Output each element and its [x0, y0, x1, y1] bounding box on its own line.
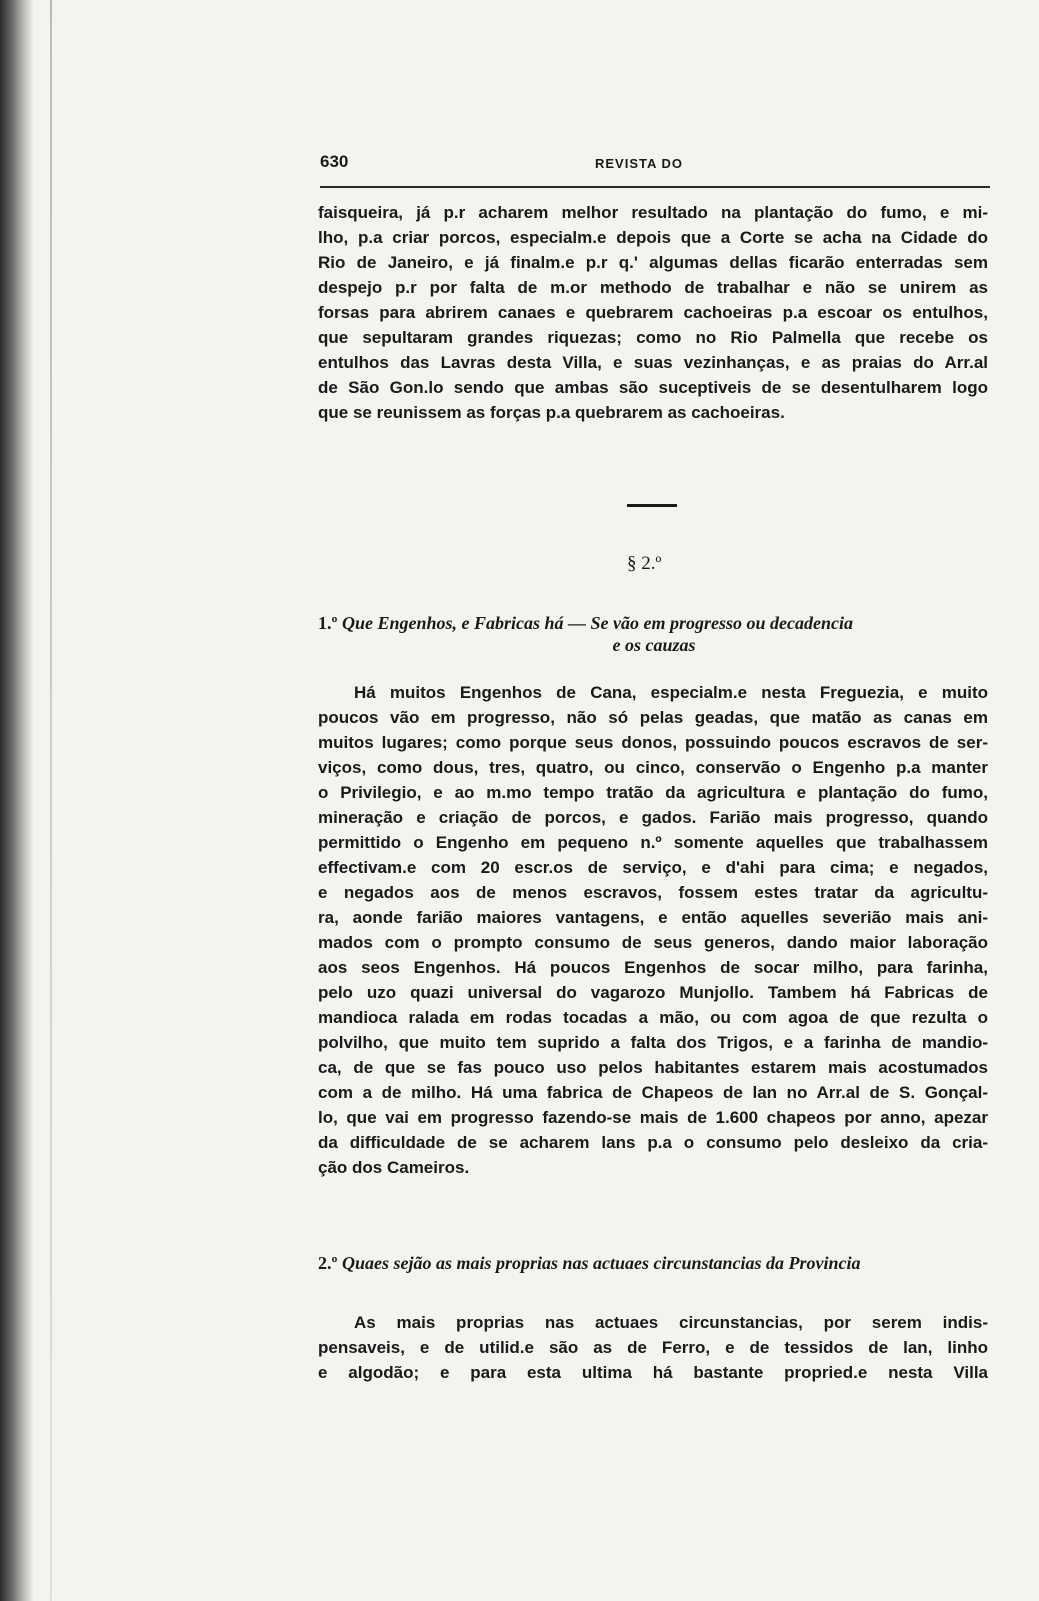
text-line: faisqueira, já p.r acharem melhor resultado na plantação do fumo, e mi-	[318, 203, 988, 222]
question-1-line-1: Que Engenhos, e Fabricas há — Se vão em progresso ou decadencia	[341, 613, 853, 633]
text-line: de São Gon.lo sendo que ambas são suceptiveis de se desentulharem logo	[318, 378, 988, 397]
text-line: pensaveis, e de utilid.e são as de Ferro, e de tessidos de lan, linho	[318, 1338, 988, 1357]
text-line: o Privilegio, e ao m.mo tempo tratão da agricultura e plantação do fumo,	[318, 783, 988, 802]
question-2	[318, 1252, 990, 1274]
text-line: poucos vão em progresso, não só pelas geadas, que matão as canas em	[318, 708, 988, 727]
question-2-text: Quaes sejão as mais proprias nas actuaes circunstancias da Provincia	[341, 1253, 861, 1273]
question-1-line-2: e os cauzas	[612, 635, 696, 655]
text-line: lo, que vai em progresso fazendo-se mais de 1.600 chapeos por anno, apezar	[318, 1108, 988, 1127]
text-line: entulhos das Lavras desta Villa, e suas vezinhanças, e as praias do Arr.al	[318, 353, 988, 372]
text-line: da difficuldade de se acharem lans p.a o consumo pelo desleixo da cria-	[318, 1133, 988, 1152]
text-line: Há muitos Engenhos de Cana, especialm.e nesta Freguezia, e muito	[354, 683, 988, 702]
text-line: lho, p.a criar porcos, especialm.e depois que a Corte se acha na Cidade do	[318, 228, 988, 247]
question-1-number: 1.º	[318, 613, 338, 633]
text-line: despejo p.r por falta de m.or methodo de trabalhar e não se unirem as	[318, 278, 988, 297]
text-line: ca, de que se fas pouco uso pelos habitantes estarem mais acostumados	[318, 1058, 988, 1077]
text-line: ção dos Cameiros.	[318, 1158, 470, 1177]
text-line: viços, como dous, tres, quatro, ou cinco, conservão o Engenho p.a manter	[318, 758, 988, 777]
paragraph-3	[318, 1310, 988, 1385]
section-divider	[627, 504, 677, 507]
question-2-number: 2.º	[318, 1253, 338, 1273]
text-line: com a de milho. Há uma fabrica de Chapeos de lan no Arr.al de S. Gonçal-	[318, 1083, 988, 1102]
text-line: pelo uzo quazi universal do vagarozo Munjollo. Tambem há Fabricas de	[318, 983, 988, 1002]
text-line: mados com o prompto consumo de seus generos, dando maior laboração	[318, 933, 988, 952]
header-rule	[320, 186, 990, 188]
text-line: polvilho, que muito tem suprido a falta dos Trigos, e a farinha de mandio-	[318, 1033, 988, 1052]
page-header	[320, 152, 990, 182]
running-head: REVISTA DO	[595, 156, 684, 171]
paragraph-1	[318, 200, 988, 425]
text-line: forsas para abrirem canaes e quebrarem cachoeiras p.a escoar os entulhos,	[318, 303, 988, 322]
page-fold-line	[50, 0, 52, 1601]
text-line: e negados aos de menos escravos, fossem estes tratar da agricultu-	[318, 883, 988, 902]
text-line: mineração e criação de porcos, e gados. Farião mais progresso, quando	[318, 808, 988, 827]
text-line: que se reunissem as forças p.a quebrarem as cachoeiras.	[318, 403, 785, 422]
text-line: e algodão; e para esta ultima há bastante propried.e nesta Villa	[318, 1363, 988, 1382]
text-line: Rio de Janeiro, e já finalm.e p.r q.' algumas dellas ficarão enterradas sem	[318, 253, 988, 272]
text-line: permittido o Engenho em pequeno n.º somente aquelles que trabalhassem	[318, 833, 988, 852]
text-line: muitos lugares; como porque seus donos, possuindo poucos escravos de ser-	[318, 733, 988, 752]
text-line: que sepultaram grandes riquezas; como no Rio Palmella que recebe os	[318, 328, 988, 347]
text-line: aos seos Engenhos. Há poucos Engenhos de socar milho, para farinha,	[318, 958, 988, 977]
paragraph-2	[318, 680, 988, 1180]
text-line: mandioca ralada em rodas tocadas a mão, ou com agoa de que rezulta o	[318, 1008, 988, 1027]
question-1	[318, 612, 990, 655]
text-line: As mais proprias nas actuaes circunstancias, por serem indis-	[354, 1313, 988, 1332]
text-line: effectivam.e com 20 escr.os de serviço, e d'ahi para cima; e negados,	[318, 858, 988, 877]
page-binding-shadow	[0, 0, 34, 1601]
text-line: ra, aonde farião maiores vantagens, e então aquelles severião mais ani-	[318, 908, 988, 927]
page-number: 630	[320, 152, 349, 171]
section-heading: § 2.º	[627, 553, 662, 574]
